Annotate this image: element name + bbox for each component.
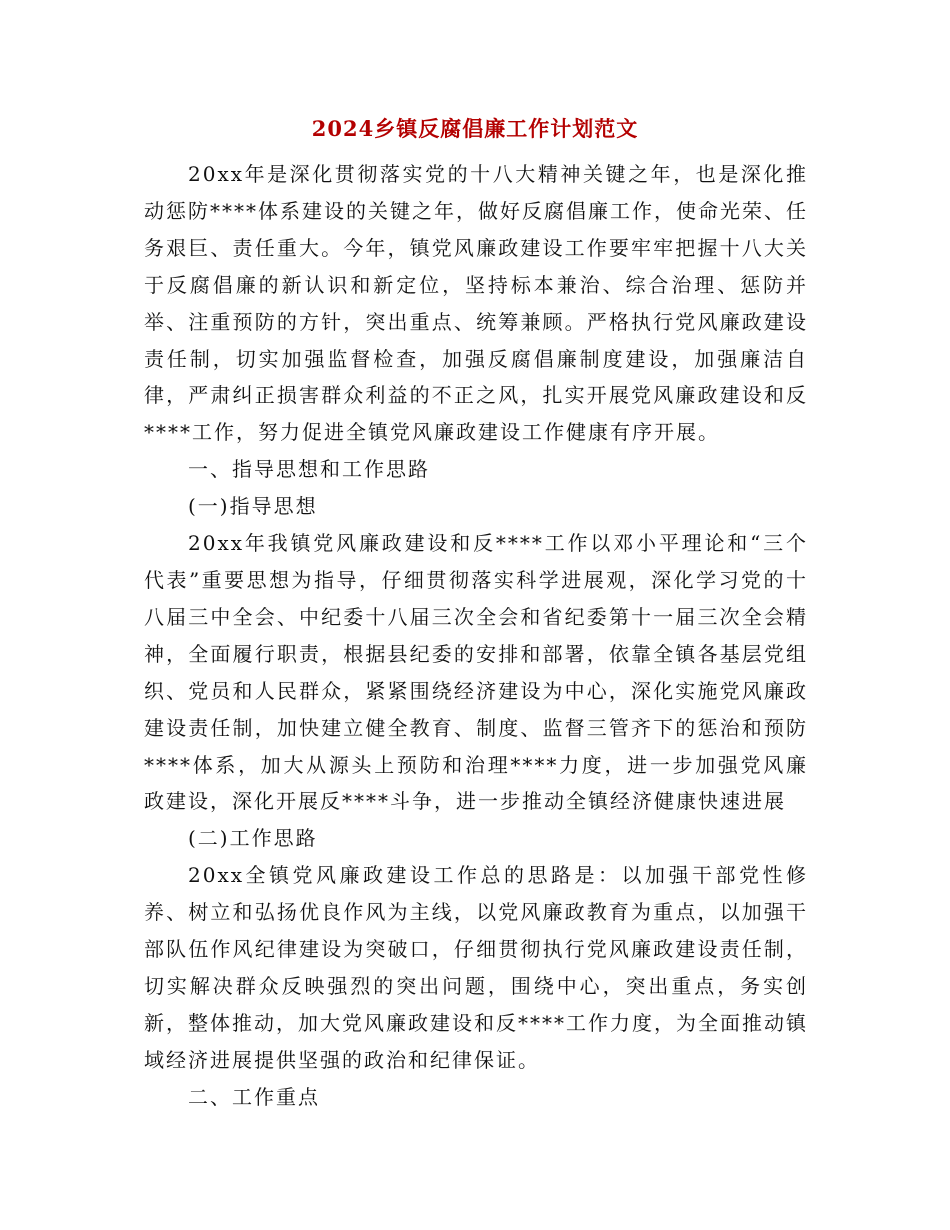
section-heading-2: 二、工作重点 bbox=[188, 1084, 320, 1109]
section-heading-1: 一、指导思想和工作思路 bbox=[188, 457, 430, 482]
subsection-heading-2: (二)工作思路 bbox=[188, 826, 318, 851]
document-body bbox=[144, 156, 808, 1116]
intro-paragraph: 20xx年是深化贯彻落实党的十八大精神关键之年，也是深化推动惩防****体系建设的关键之年，做好反腐倡廉工作，使命光荣、任务艰巨、责任重大。今年，镇党风廉政建设工作要牢牢把握十八大关于反腐倡廉的新认识和新定位，坚持标本兼治、综合治理、惩防并举、注重预防的方针，突出重点、统筹兼顾。严格执行党风廉政建设责任制，切实加强监督检查，加强反腐倡廉制度建设，加强廉洁自律，严肃纠正损害群众利益的不正之风，扎实开展党风廉政建设和反****工作，努力促进全镇党风廉政建设工作健康有序开展。 bbox=[144, 162, 808, 445]
guiding-ideology-paragraph: 20xx年我镇党风廉政建设和反****工作以邓小平理论和“三个代表”重要思想为指导，仔细贯彻落实科学进展观，深化学习党的十八届三中全会、中纪委十八届三次全会和省纪委第十一届三次全会精神，全面履行职责，根据县纪委的安排和部署，依靠全镇各基层党组织、党员和人民群众，紧紧围绕经济建设为中心，深化实施党风廉政建设责任制，加快建立健全教育、制度、监督三管齐下的惩治和预防****体系，加大从源头上预防和治理****力度，进一步加强党风廉政建设，深化开展反****斗争，进一步推动全镇经济健康快速进展 bbox=[144, 531, 808, 814]
subsection-heading-1: (一)指导思想 bbox=[188, 494, 318, 519]
document-title: 2024乡镇反腐倡廉工作计划范文 bbox=[311, 116, 639, 141]
work-approach-paragraph: 20xx全镇党风廉政建设工作总的思路是：以加强干部党性修养、树立和弘扬优良作风为主线，以党风廉政教育为重点，以加强干部队伍作风纪律建设为突破口，仔细贯彻执行党风廉政建设责任制，切实解决群众反映强烈的突出问题，围绕中心，突出重点，务实创新，整体推动，加大党风廉政建设和反****工作力度，为全面推动镇域经济进展提供坚强的政治和纪律保证。 bbox=[144, 863, 808, 1072]
